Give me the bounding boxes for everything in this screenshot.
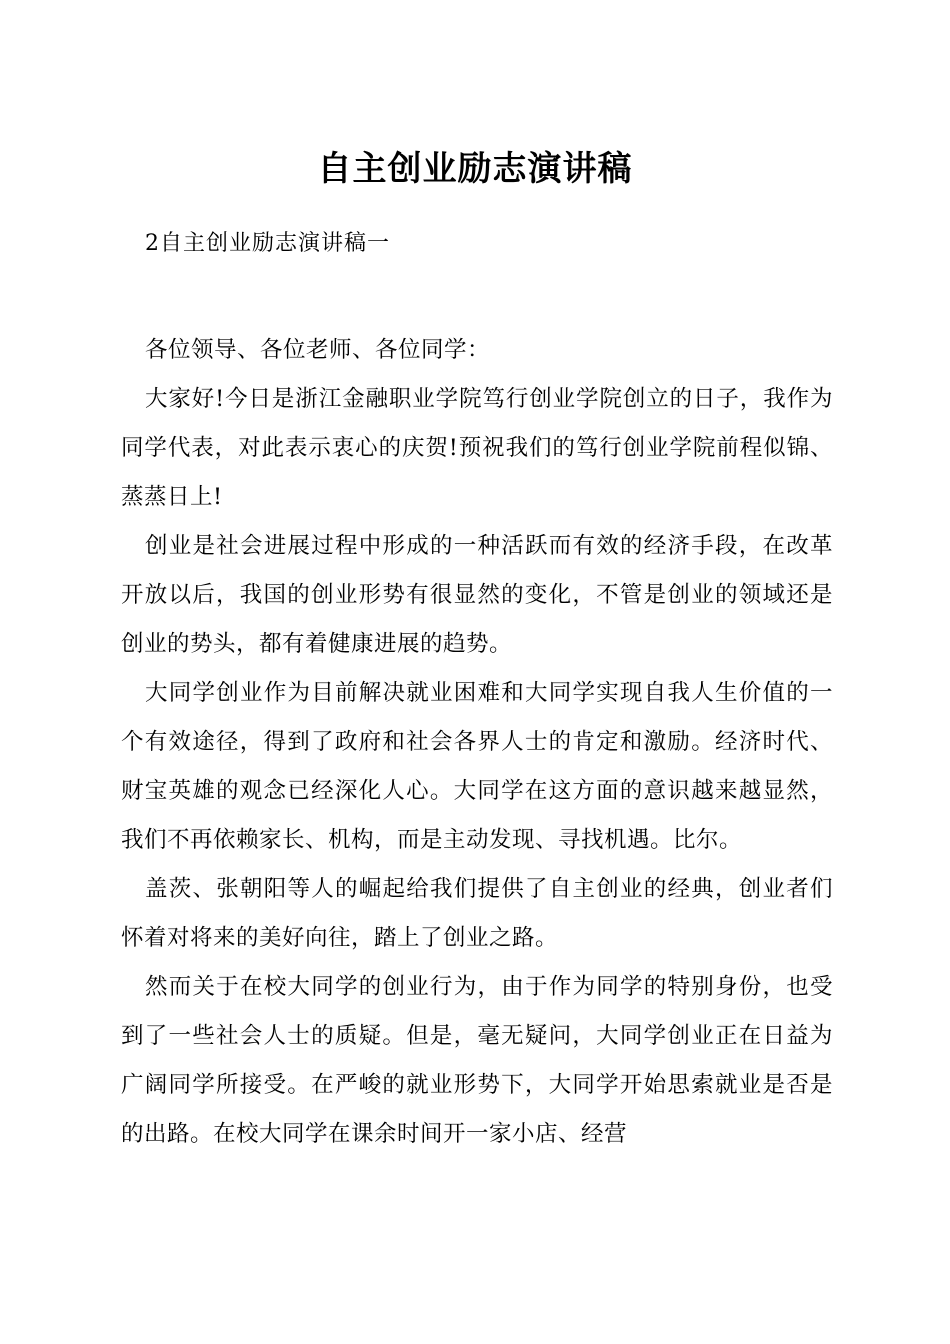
- paragraph: 大同学创业作为目前解决就业困难和大同学实现自我人生价值的一个有效途径，得到了政府和社会各界人士的肯定和激励。经济时代、财宝英雄的观念已经深化人心。大同学在这方面的意识越来越显然，我们不再依赖家长、机构，而是主动发现、寻找机遇。比尔。: [121, 680, 833, 853]
- document-body: [121, 326, 833, 1159]
- paragraph: 然而关于在校大同学的创业行为，由于作为同学的特别身份，也受到了一些社会人士的质疑。但是，毫无疑问，大同学创业正在日益为广阔同学所接受。在严峻的就业形势下，大同学开始思索就业是否是的出路。在校大同学在课余时间开一家小店、经营: [121, 974, 833, 1147]
- paragraph: 盖茨、张朝阳等人的崛起给我们提供了自主创业的经典，创业者们怀着对将来的美好向往，踏上了创业之路。: [121, 876, 833, 951]
- paragraph: 大家好!今日是浙江金融职业学院笃行创业学院创立的日子，我作为同学代表，对此表示衷心的庆贺!预祝我们的笃行创业学院前程似锦、蒸蒸日上!: [121, 386, 833, 510]
- document-title: 自主创业励志演讲稿: [317, 149, 633, 189]
- paragraph-salutation: 各位领导、各位老师、各位同学：: [145, 337, 491, 363]
- paragraph: 创业是社会进展过程中形成的一种活跃而有效的经济手段，在改革开放以后，我国的创业形势有很显然的变化，不管是创业的领域还是创业的势头，都有着健康进展的趋势。: [121, 533, 833, 657]
- document-subtitle: 2自主创业励志演讲稿一: [145, 231, 390, 256]
